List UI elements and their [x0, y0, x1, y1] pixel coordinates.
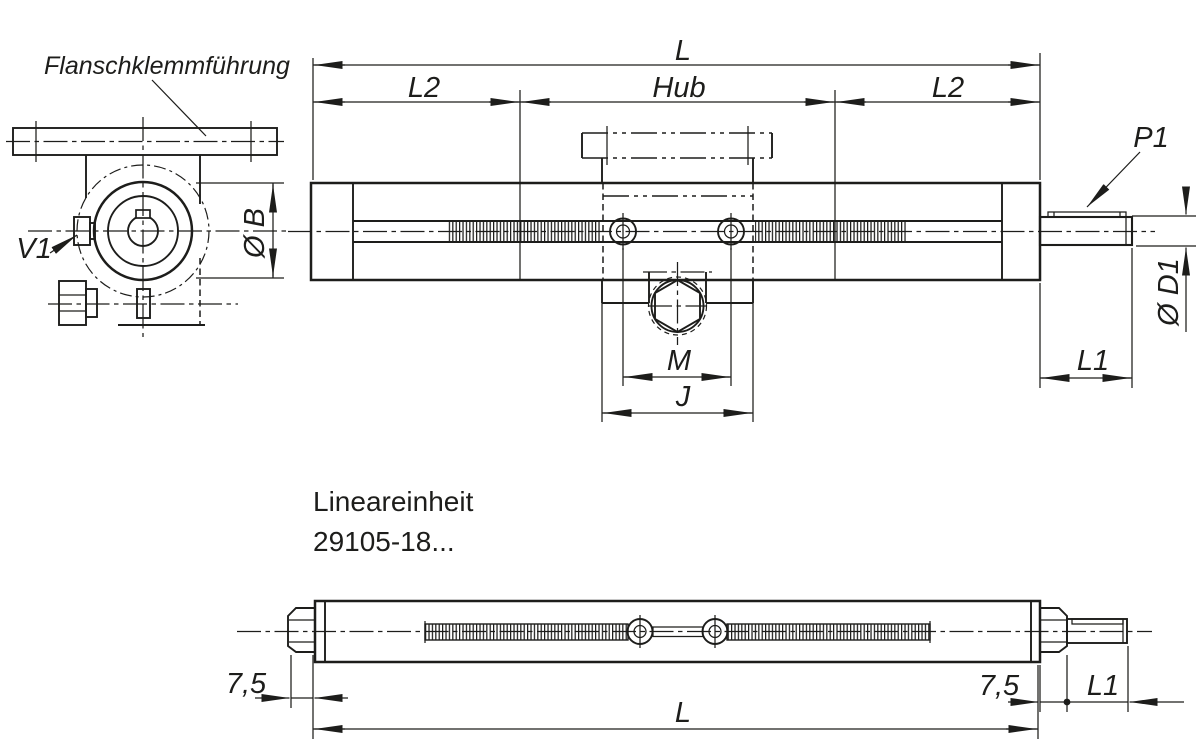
dimension-end-offset-left — [226, 655, 348, 739]
stroke-label: Hub — [652, 72, 706, 104]
total-length-label: L — [674, 35, 692, 67]
dimension-total-length-bottom — [313, 665, 1038, 739]
hex-nut-left — [288, 608, 315, 652]
product-name: Lineareinheit — [313, 486, 474, 517]
bottom-thread-right — [727, 624, 930, 640]
p1-leader — [1087, 152, 1140, 207]
dimension-shaft-length-top — [1040, 248, 1132, 388]
dimension-end-offset-shaft-right — [979, 646, 1184, 712]
body-diameter-label: Ø B — [239, 208, 271, 258]
end-view-flange-clamp-guide — [6, 52, 290, 337]
product-designation — [313, 486, 474, 557]
dimension-shaft-diameter — [1132, 190, 1196, 332]
flange-guide-label: Flanschklemmführung — [44, 52, 290, 80]
end-zone-right-label: L2 — [931, 72, 965, 104]
dimension-dot — [1064, 699, 1071, 706]
bottom-thread-left — [425, 624, 628, 640]
drive-shaft — [1040, 212, 1132, 245]
hex-nut-right — [1040, 608, 1067, 652]
screw-spacing-label: M — [666, 345, 692, 377]
carriage-length-label: J — [675, 381, 691, 413]
total-length-bottom-label: L — [674, 697, 692, 729]
v1-label: V1 — [16, 233, 52, 265]
end-offset-right-label: 7,5 — [978, 670, 1020, 702]
end-offset-left-label: 7,5 — [225, 668, 267, 700]
side-view-linear-unit — [288, 35, 1196, 422]
dimension-total-length-top — [313, 35, 1040, 180]
bottom-view-linear-unit — [226, 601, 1184, 739]
dimension-chain-l2-hub-l2 — [313, 72, 1040, 280]
carriage-plate-phantom — [582, 126, 772, 183]
shaft-diameter-label: Ø D1 — [1153, 258, 1185, 326]
p1-label: P1 — [1133, 122, 1169, 154]
clamp-block — [86, 155, 205, 325]
shaft-length-top-label: L1 — [1076, 345, 1110, 377]
v1-leader — [50, 235, 77, 253]
end-zone-left-label: L2 — [407, 72, 441, 104]
shaft-length-bottom-label: L1 — [1086, 670, 1120, 702]
spindle-nut — [648, 262, 707, 345]
product-order-number: 29105-18... — [313, 526, 455, 557]
